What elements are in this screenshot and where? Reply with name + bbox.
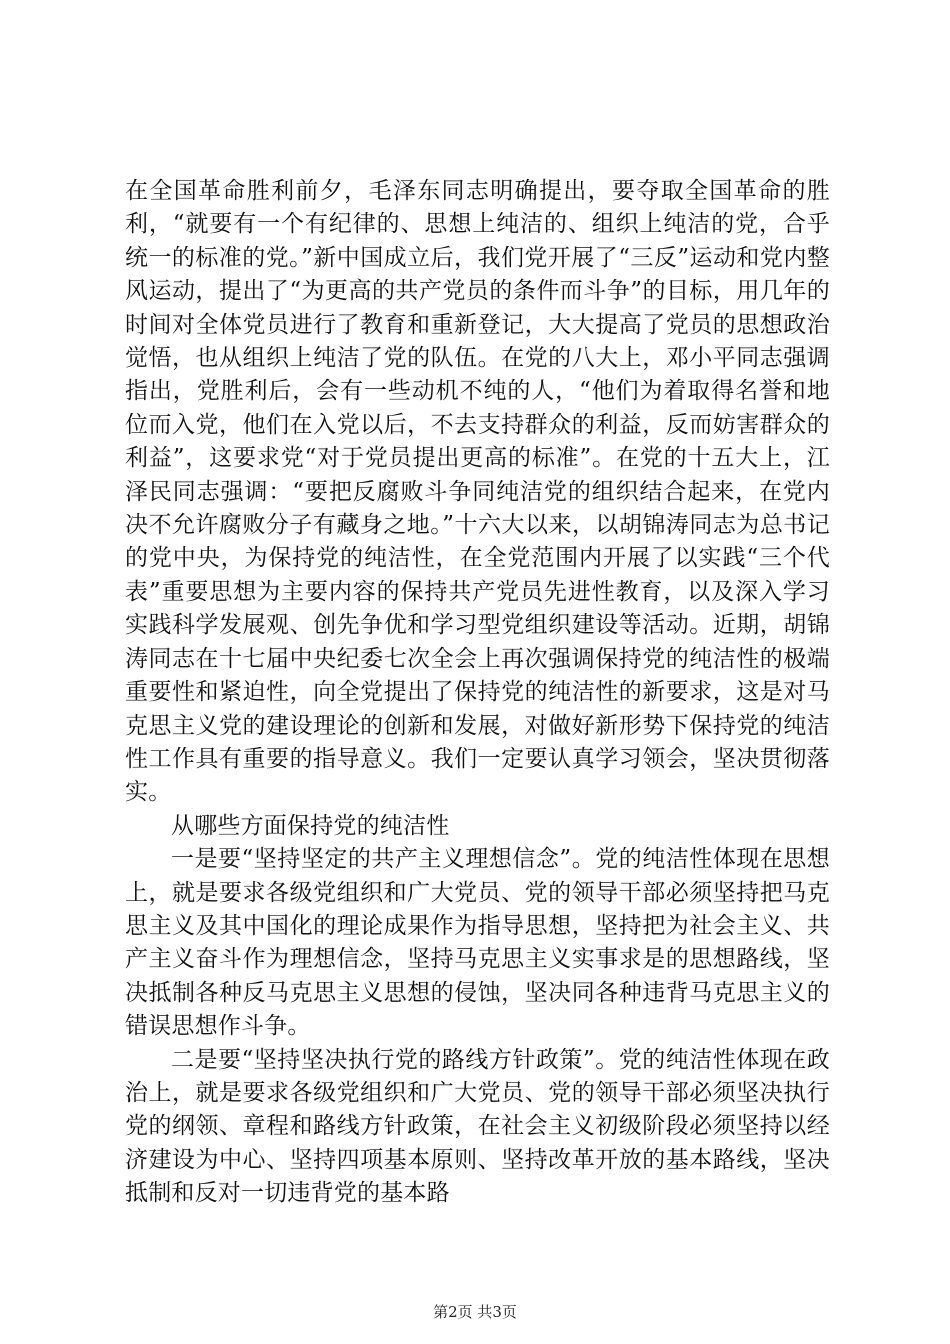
paragraph-point-two: 二是要“坚持坚决执行党的路线方针政策”。党的纯洁性体现在政治上，就是要求各级党组织和广大党员、党的领导干部必须坚决执行党的纲领、章程和路线方针政策，在社会主义初级阶段必须坚持以经济建设为中心、坚持四项基本原则、坚持改革开放的基本路线，坚决抵制和反对一切违背党的基本路: [125, 1046, 830, 1207]
section-heading: 从哪些方面保持党的纯洁性: [171, 812, 450, 839]
paragraph-historical-review: 在全国革命胜利前夕，毛泽东同志明确提出，要夺取全国革命的胜利，“就要有一个有纪律的、思想上纯洁的、组织上纯洁的党，合乎统一的标准的党。”新中国成立后，我们党开展了“三反”运动和党内整风运动，提出了“为更高的共产党员的条件而斗争”的目标，用几年的时间对全体党员进行了教育和重新登记，大大提高了党员的思想政治觉悟，也从组织上纯洁了党的队伍。在党的八大上，邓小平同志强调指出，党胜利后，会有一些动机不纯的人，“他们为着取得名誉和地位而入党，他们在入党以后，不去支持群众的利益，反而妨害群众的利益”，这要求党“对于党员提出更高的标准”。在党的十五大上，江泽民同志强调：“要把反腐败斗争同纯洁党的组织结合起来，在党内决不允许腐败分子有藏身之地。”十六大以来，以胡锦涛同志为总书记的党中央，为保持党的纯洁性，在全党范围内开展了以实践“三个代表”重要思想为主要内容的保持共产党员先进性教育，以及深入学习实践科学发展观、创先争优和学习型党组织建设等活动。近期，胡锦涛同志在十七届中央纪委七次全会上再次强调保持党的纯洁性的极端重要性和紧迫性，向全党提出了保持党的纯洁性的新要求，这是对马克思主义党的建设理论的创新和发展，对做好新形势下保持党的纯洁性工作具有重要的指导意义。我们一定要认真学习领会，坚决贯彻落实。: [125, 178, 830, 806]
document-body: [125, 175, 830, 1211]
page-number-footer: 第2页 共3页: [433, 1303, 517, 1321]
paragraph-point-one: 一是要“坚持坚定的共产主义理想信念”。党的纯洁性体现在思想上，就是要求各级党组织和广大党员、党的领导干部必须坚持把马克思主义及其中国化的理论成果作为指导思想，坚持把为社会主义、共产主义奋斗作为理想信念，坚持马克思主义实事求是的思想路线，坚决抵制各种反马克思主义思想的侵蚀，坚决同各种违背马克思主义的错误思想作斗争。: [125, 846, 830, 1040]
